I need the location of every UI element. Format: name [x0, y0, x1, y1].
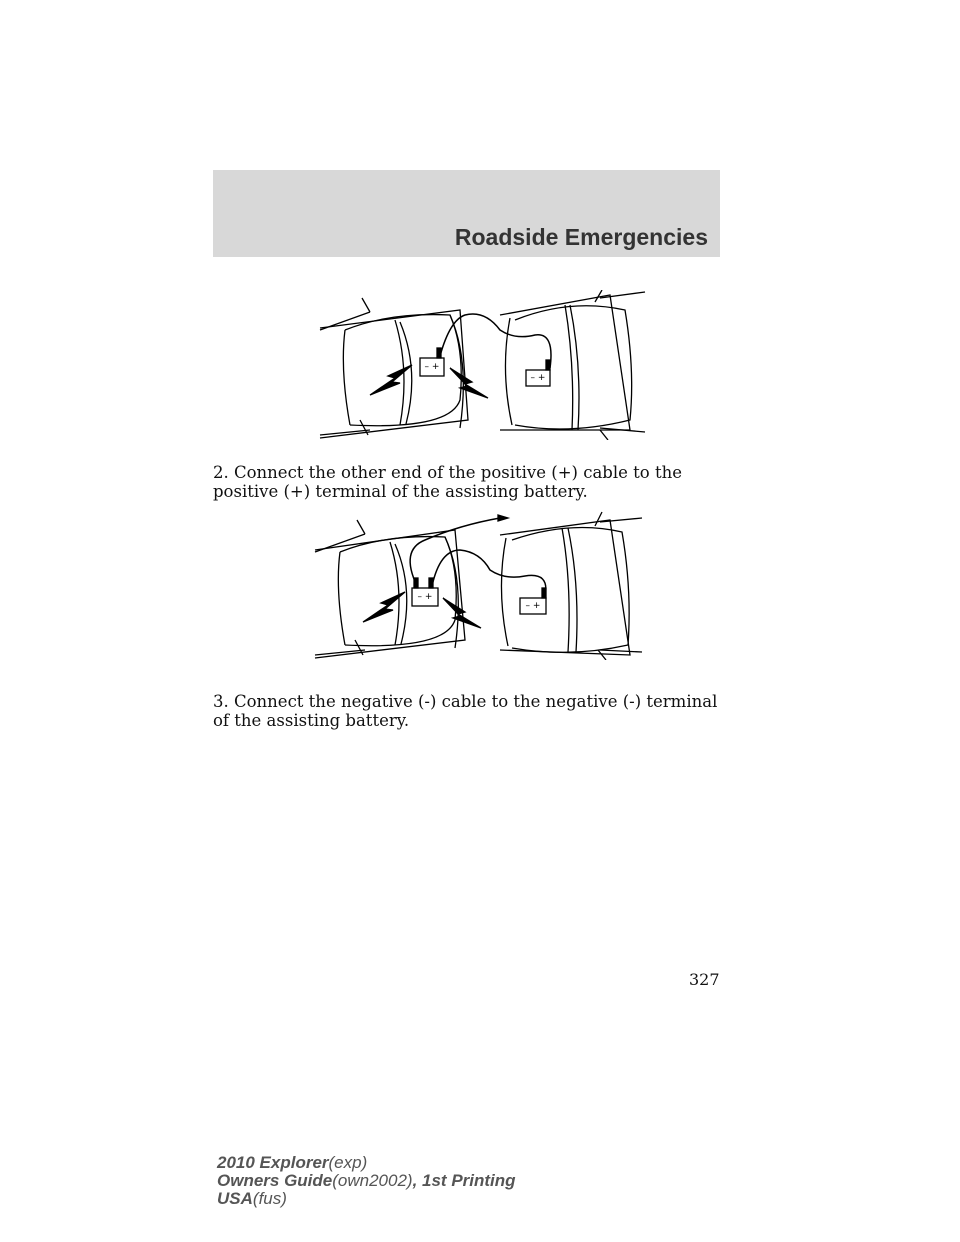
footer-market: USA — [217, 1189, 253, 1208]
footer-printing: , 1st Printing — [412, 1171, 516, 1190]
footer-model: 2010 Explorer — [217, 1153, 329, 1172]
footer-guide-code: (own2002) — [332, 1171, 413, 1190]
left-battery-label: – + — [417, 592, 433, 602]
instruction-step-2: 2. Connect the other end of the positive (+) cable to the positive (+) terminal of the assisting battery. — [213, 463, 682, 501]
footer-guide: Owners Guide — [217, 1171, 333, 1190]
footer-market-code: (fus) — [252, 1189, 287, 1208]
instruction-step-3: 3. Connect the negative (-) cable to the negative (-) terminal of the assisting battery. — [213, 692, 718, 730]
right-battery-label: – + — [525, 601, 541, 611]
jump-start-figure-2 — [300, 510, 650, 660]
left-battery-label: – + — [424, 362, 440, 372]
jump-start-figure-1 — [300, 290, 650, 440]
page-number: 327 — [689, 970, 720, 989]
footer-model-code: (exp) — [328, 1153, 368, 1172]
right-battery-label: – + — [530, 373, 546, 383]
section-title: Roadside Emergencies — [454, 224, 708, 250]
section-header-band — [213, 170, 720, 257]
document-footer — [217, 1154, 516, 1208]
